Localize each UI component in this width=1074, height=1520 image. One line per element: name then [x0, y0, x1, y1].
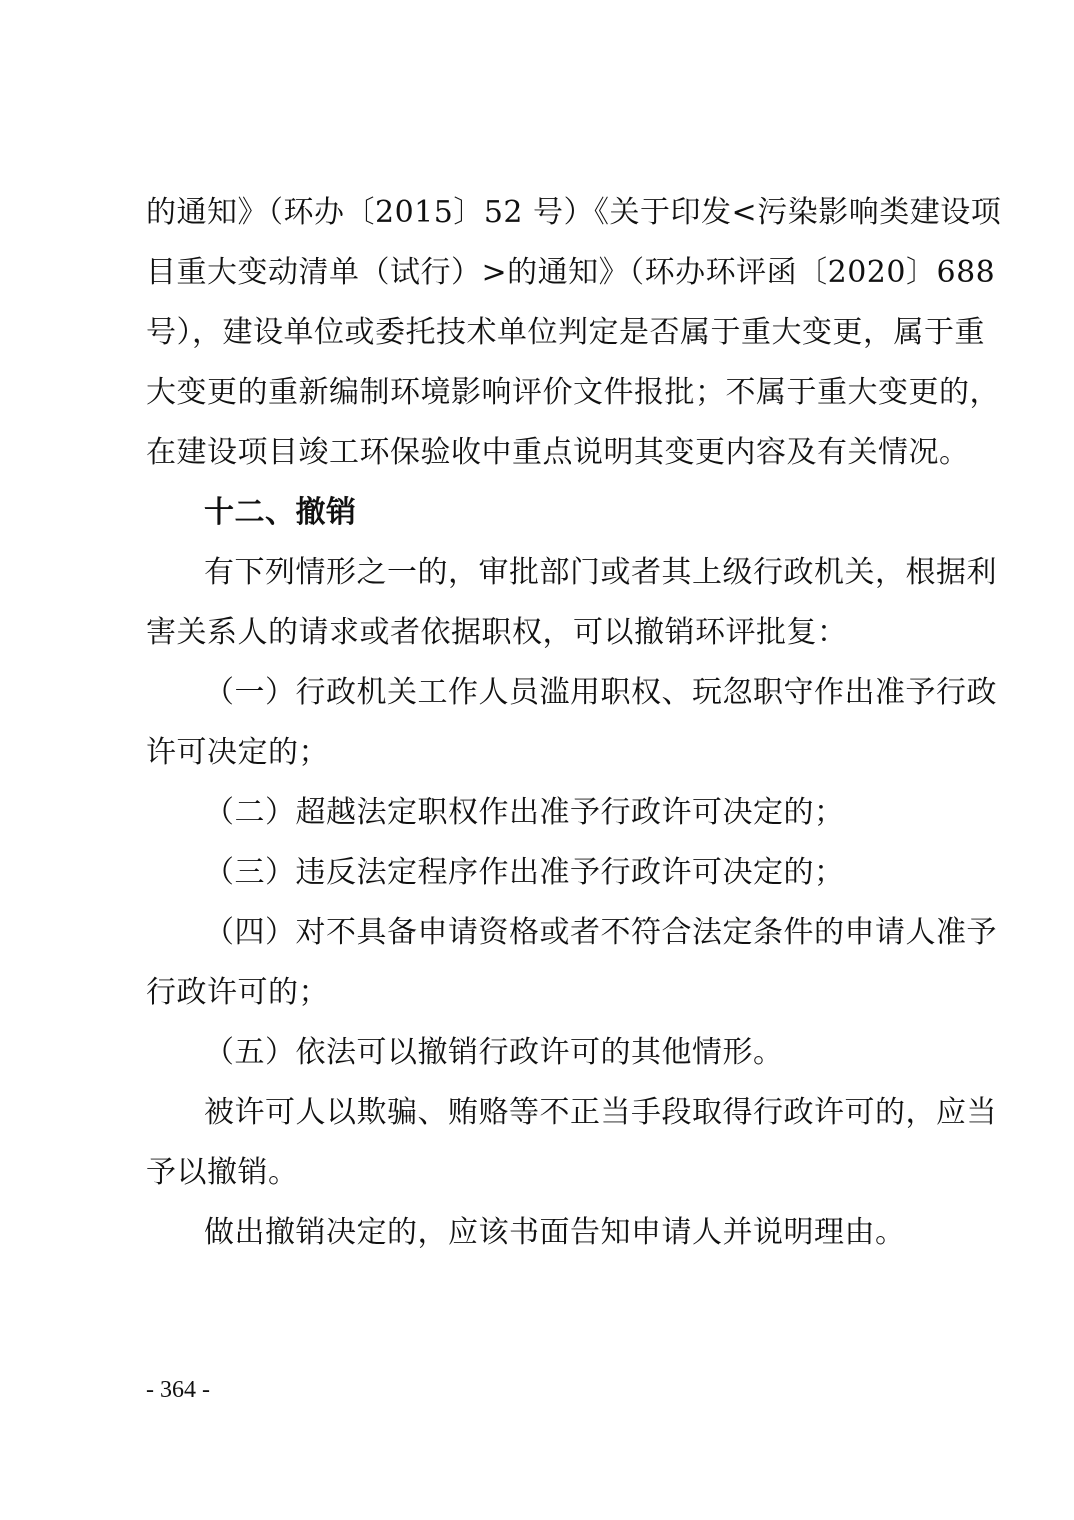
fraud-revocation-line: 被许可人以欺骗、贿赂等不正当手段取得行政许可的，应当: [204, 1095, 997, 1130]
paragraph-line: 目重大变动清单（试行）>的通知》（环办环评函〔2020〕688: [146, 255, 996, 290]
revocation-intro-line: 害关系人的请求或者依据职权，可以撤销环评批复：: [146, 615, 848, 650]
fraud-revocation-line: 予以撤销。: [146, 1155, 299, 1190]
revocation-item-1: （一）行政机关工作人员滥用职权、玩忽职守作出准予行政: [204, 675, 997, 710]
paragraph-line: 在建设项目竣工环保验收中重点说明其变更内容及有关情况。: [146, 435, 970, 470]
revocation-intro-line: 有下列情形之一的，审批部门或者其上级行政机关，根据利: [204, 555, 997, 590]
revocation-item-4-continued: 行政许可的；: [146, 975, 329, 1010]
body-text: [146, 195, 1002, 1278]
closing-line: 做出撤销决定的，应该书面告知申请人并说明理由。: [204, 1215, 906, 1250]
revocation-item-2: （二）超越法定职权作出准予行政许可决定的；: [204, 795, 845, 830]
section-heading: 十二、撤销: [204, 495, 357, 530]
revocation-item-5: （五）依法可以撤销行政许可的其他情形。: [204, 1035, 784, 1070]
paragraph-line: 大变更的重新编制环境影响评价文件报批；不属于重大变更的，: [146, 375, 1000, 410]
paragraph-line: 的通知》（环办〔2015〕52 号）《关于印发<污染影响类建设项: [146, 195, 1002, 230]
page-number: - 364 -: [146, 1377, 210, 1403]
paragraph-line: 号），建设单位或委托技术单位判定是否属于重大变更，属于重: [146, 315, 985, 350]
revocation-item-4: （四）对不具备申请资格或者不符合法定条件的申请人准予: [204, 915, 997, 950]
revocation-item-1-continued: 许可决定的；: [146, 735, 329, 770]
revocation-item-3: （三）违反法定程序作出准予行政许可决定的；: [204, 855, 845, 890]
